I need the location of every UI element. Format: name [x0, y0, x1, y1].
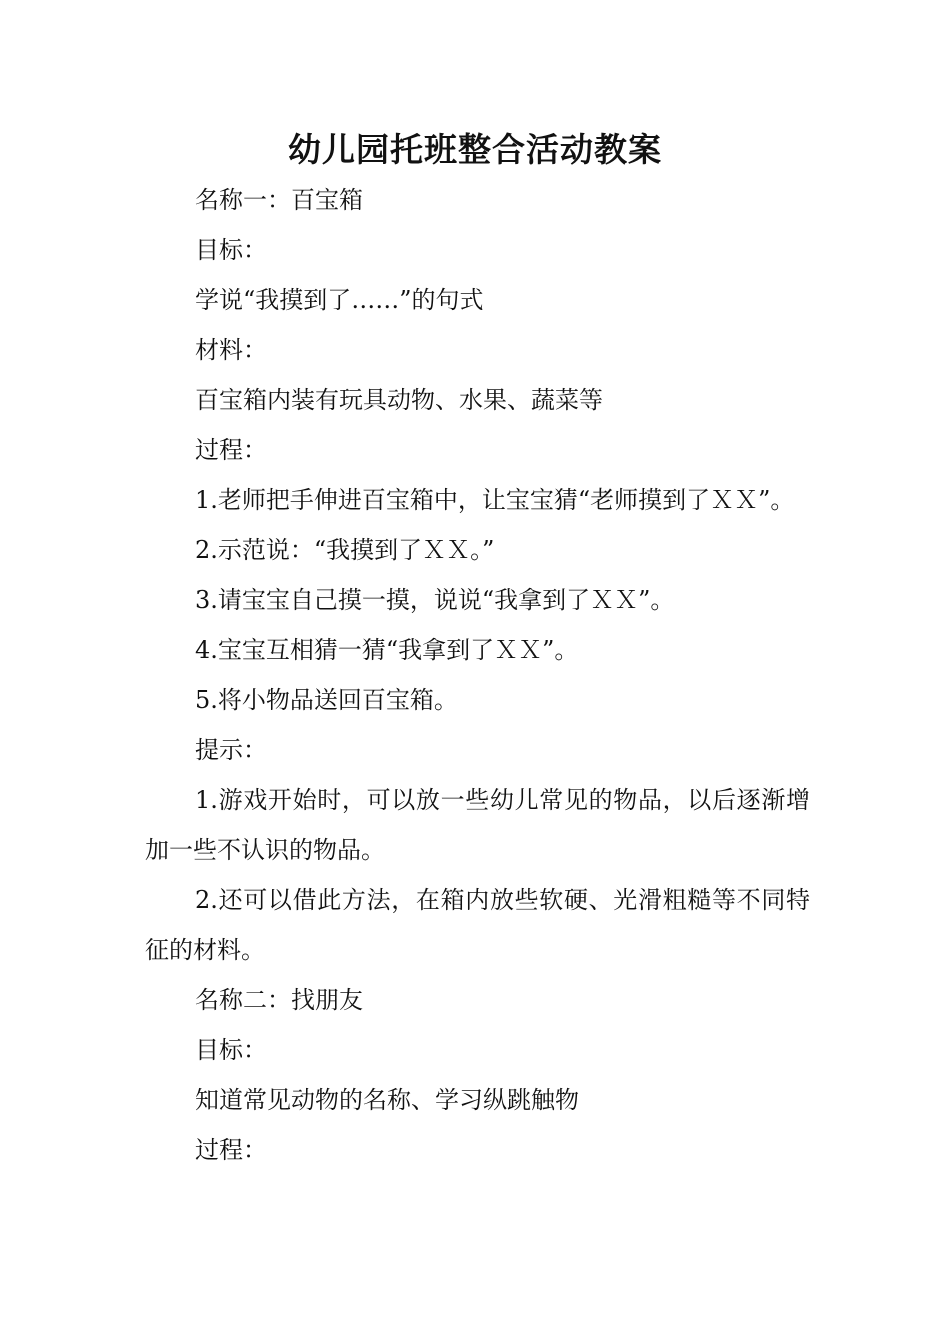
paragraph-step-2: 2.示范说：“我摸到了ＸＸ。”	[195, 536, 495, 564]
paragraph-step-3: 3.请宝宝自己摸一摸，说说“我拿到了ＸＸ”。	[195, 586, 675, 614]
paragraph-process-heading-2: 过程：	[195, 1136, 267, 1164]
paragraph-process-heading: 过程：	[195, 436, 267, 464]
paragraph-material-heading: 材料：	[195, 336, 267, 364]
paragraph-step-4: 4.宝宝互相猜一猜“我拿到了ＸＸ”。	[195, 636, 579, 664]
paragraph-goal-heading-2: 目标：	[195, 1036, 267, 1064]
paragraph-goal-text: 学说“我摸到了……”的句式	[195, 286, 484, 314]
document-body	[145, 175, 810, 1175]
paragraph-material-text: 百宝箱内装有玩具动物、水果、蔬菜等	[195, 386, 603, 414]
paragraph-tip-2: 2.还可以借此方法，在箱内放些软硬、光滑粗糙等不同特征的材料。	[145, 886, 810, 964]
paragraph-name-2: 名称二：找朋友	[195, 986, 363, 1014]
paragraph-name-1: 名称一：百宝箱	[195, 186, 363, 214]
paragraph-step-1: 1.老师把手伸进百宝箱中，让宝宝猜“老师摸到了ＸＸ”。	[195, 486, 795, 514]
paragraph-step-5: 5.将小物品送回百宝箱。	[195, 686, 458, 714]
paragraph-goal-heading: 目标：	[195, 236, 267, 264]
paragraph-tip-1: 1.游戏开始时，可以放一些幼儿常见的物品，以后逐渐增加一些不认识的物品。	[145, 786, 810, 864]
paragraph-goal-text-2: 知道常见动物的名称、学习纵跳触物	[195, 1086, 579, 1114]
document-title: 幼儿园托班整合活动教案	[288, 130, 662, 169]
paragraph-tips-heading: 提示：	[195, 736, 267, 764]
